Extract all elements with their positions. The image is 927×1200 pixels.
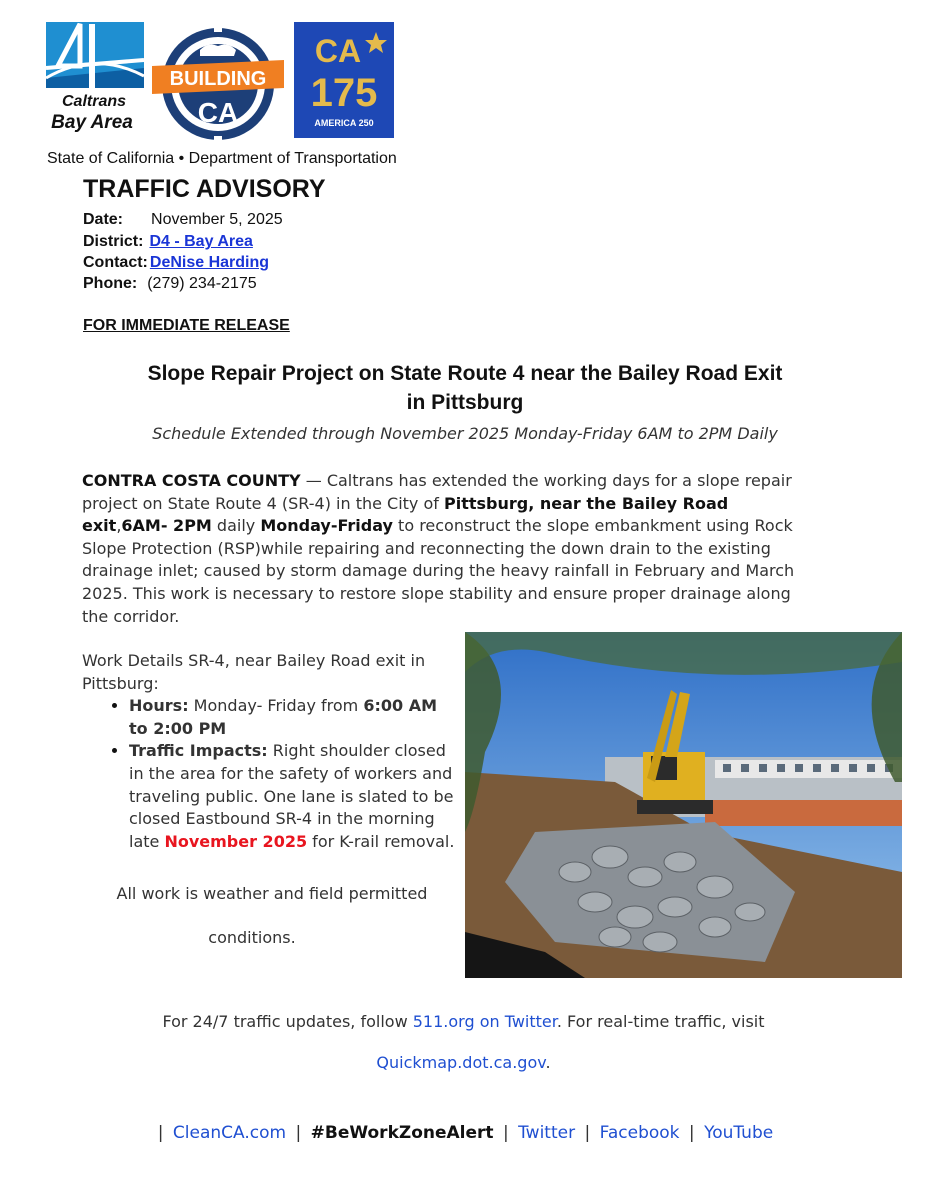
youtube-link[interactable]: YouTube xyxy=(704,1123,774,1143)
schedule-subhead: Schedule Extended through November 2025 Monday-Friday 6AM to 2PM Daily xyxy=(152,424,778,443)
quickmap-link[interactable]: Quickmap.dot.ca.gov xyxy=(376,1053,546,1072)
date-label: Date: xyxy=(83,211,124,228)
follow-line: For 24/7 traffic updates, follow 511.org on Twitter. For real-time traffic, visit xyxy=(162,1012,765,1031)
separator: | xyxy=(157,1123,164,1143)
separator: | xyxy=(502,1123,509,1143)
svg-text:CA: CA xyxy=(197,97,239,128)
building-ca-logo xyxy=(148,22,288,142)
weather-note-line-1: All work is weather and field permitted xyxy=(116,884,428,903)
separator: | xyxy=(688,1123,695,1143)
quickmap-line: Quickmap.dot.ca.gov. xyxy=(376,1053,551,1072)
twitter-link[interactable]: Twitter xyxy=(518,1123,576,1143)
phone-label: Phone: xyxy=(83,275,138,292)
construction-site-photo xyxy=(465,632,902,978)
work-details xyxy=(82,650,457,853)
511-twitter-link[interactable]: 511.org on Twitter xyxy=(412,1012,557,1031)
district-label: District: xyxy=(83,233,144,250)
phone-row xyxy=(83,275,257,293)
caltrans-wordmark: Caltrans xyxy=(61,93,127,110)
caltrans-bay-area-logo xyxy=(44,20,148,138)
hours-item: • Hours: Monday- Friday from 6:00 AM to 2:00 PM xyxy=(129,695,457,740)
phone-value: (279) 234-2175 xyxy=(147,275,257,292)
svg-text:CA: CA xyxy=(314,33,362,69)
svg-text:175: 175 xyxy=(310,71,378,115)
separator: | xyxy=(584,1123,591,1143)
cleanca-link[interactable]: CleanCA.com xyxy=(172,1123,287,1143)
headline-line-2: in Pittsburg xyxy=(406,391,524,414)
contact-label: Contact: xyxy=(83,254,148,271)
svg-text:AMERICA 250: AMERICA 250 xyxy=(314,118,374,128)
details-list xyxy=(82,695,457,853)
bay-area-wordmark: Bay Area xyxy=(51,112,133,133)
ca175-logo xyxy=(294,22,394,138)
body-paragraph: CONTRA COSTA COUNTY — Caltrans has extended the working days for a slope repair project on State Route 4 (SR-4) in the City of Pittsburg, near the Bailey Road exit,6AM- 2PM daily Monday-Friday to reconstruct the slope embankment using Rock Slope Protection (RSP)while repairing and reconnecting the down drain to the existing drainage inlet; caused by storm damage during the heavy rainfall in February and March 2025. This work is necessary to restore slope stability and ensure proper drainage along the corridor. xyxy=(82,471,795,626)
traffic-impacts-item: • Traffic Impacts: Right shoulder closed in the area for the safety of workers and traveling public. One lane is slated to be closed Eastbound SR-4 in the morning late November 2025 for K-rail removal. xyxy=(129,740,457,853)
headline xyxy=(70,359,860,417)
date-row xyxy=(83,211,283,229)
county-label: CONTRA COSTA COUNTY xyxy=(82,471,301,490)
work-zone-hashtag: #BeWorkZoneAlert xyxy=(310,1123,494,1143)
advisory-title: TRAFFIC ADVISORY xyxy=(83,175,326,203)
district-row xyxy=(83,233,253,251)
separator: | xyxy=(295,1123,302,1143)
impacts-month: November 2025 xyxy=(164,831,308,851)
bear-icon xyxy=(200,45,236,56)
contact-row xyxy=(83,254,269,272)
date-value: November 5, 2025 xyxy=(151,211,283,228)
contact-link[interactable]: DeNise Harding xyxy=(149,254,270,271)
district-link[interactable]: D4 - Bay Area xyxy=(149,233,253,250)
state-department-line: State of California • Department of Transportation xyxy=(47,150,397,167)
weather-note-line-2: conditions. xyxy=(208,928,296,947)
svg-text:BUILDING: BUILDING xyxy=(169,68,267,90)
facebook-link[interactable]: Facebook xyxy=(599,1123,680,1143)
details-intro: Work Details SR-4, near Bailey Road exit in Pittsburg: xyxy=(82,651,426,693)
release-label: FOR IMMEDIATE RELEASE xyxy=(83,317,290,334)
headline-line-1: Slope Repair Project on State Route 4 near the Bailey Road Exit xyxy=(147,362,783,385)
footer-links xyxy=(60,1123,867,1143)
